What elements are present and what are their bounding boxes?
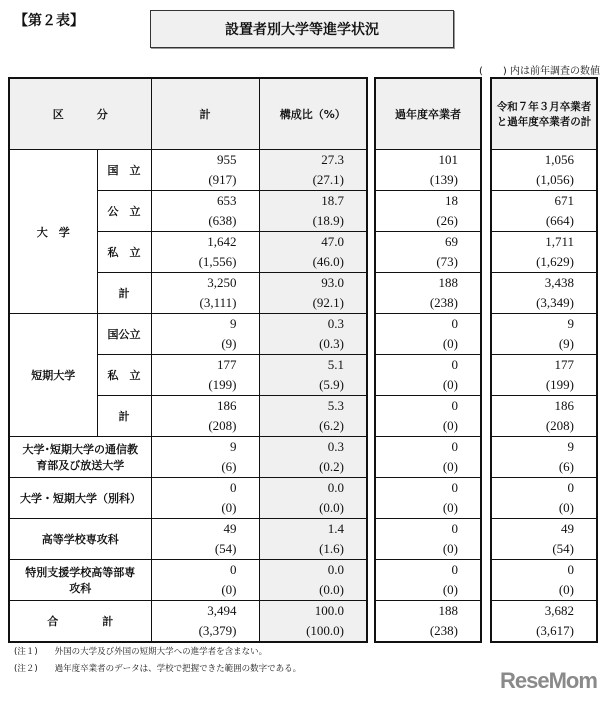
value-cell	[491, 232, 597, 273]
value-cell	[491, 314, 597, 355]
value-cell	[375, 396, 481, 437]
header-ratio: 構成比（%）	[259, 78, 367, 150]
current-value: 653	[217, 193, 237, 208]
past-graduates-table	[374, 77, 482, 643]
value-cell	[375, 560, 481, 601]
row-label: 大学・短期大学（別科）	[9, 478, 151, 519]
value-cell	[491, 150, 597, 191]
current-value: 18.7	[321, 193, 344, 208]
previous-value: (46.0)	[312, 254, 344, 269]
current-value: 5.3	[327, 398, 344, 413]
row-label: 大学･短期大学の通信教育部及び放送大学	[9, 437, 151, 478]
previous-value: (18.9)	[312, 213, 344, 228]
current-value: 27.3	[321, 152, 344, 167]
table-row	[375, 273, 481, 314]
previous-value: (27.1)	[312, 172, 344, 187]
current-value: 0	[230, 562, 237, 577]
value-cell	[375, 601, 481, 643]
current-value: 0	[451, 562, 458, 577]
previous-value: (238)	[429, 295, 458, 310]
current-value: 0	[451, 316, 458, 331]
table-row	[491, 314, 597, 355]
value-cell	[151, 232, 259, 273]
table-row	[491, 396, 597, 437]
combined-table	[490, 77, 598, 643]
value-cell	[259, 273, 367, 314]
previous-value: (0)	[442, 500, 458, 515]
current-value: 18	[445, 193, 458, 208]
current-value: 177	[217, 357, 237, 372]
value-cell	[259, 396, 367, 437]
value-cell	[491, 396, 597, 437]
current-value: 0.0	[327, 480, 344, 495]
sub-label: 公 立	[97, 191, 151, 232]
table-row	[375, 150, 481, 191]
previous-value: (0)	[221, 500, 237, 515]
previous-value: (664)	[545, 213, 574, 228]
current-value: 0	[451, 398, 458, 413]
current-value: 955	[217, 152, 237, 167]
current-value: 9	[567, 439, 574, 454]
current-value: 93.0	[321, 275, 344, 290]
row-label: 特別支援学校高等部専攻科	[9, 560, 151, 601]
sub-label: 計	[97, 273, 151, 314]
previous-value: (9)	[558, 336, 574, 351]
previous-value: (0.0)	[319, 582, 344, 597]
value-cell	[375, 273, 481, 314]
table-row	[375, 519, 481, 560]
value-cell	[375, 191, 481, 232]
previous-value: (0)	[442, 541, 458, 556]
previous-value: (0)	[442, 459, 458, 474]
value-cell	[375, 478, 481, 519]
table-row	[375, 355, 481, 396]
value-cell	[151, 191, 259, 232]
previous-value: (9)	[221, 336, 237, 351]
current-value: 186	[554, 398, 574, 413]
current-value: 0.0	[327, 562, 344, 577]
sub-label: 国 立	[97, 150, 151, 191]
value-cell	[491, 519, 597, 560]
table-row	[491, 273, 597, 314]
previous-value: (0)	[558, 582, 574, 597]
main-table	[8, 77, 368, 643]
value-cell	[259, 437, 367, 478]
previous-value: (54)	[552, 541, 574, 556]
group-label: 短期大学	[9, 314, 97, 437]
previous-value: (6)	[221, 459, 237, 474]
previous-value: (92.1)	[312, 295, 344, 310]
previous-value: (1.6)	[319, 541, 344, 556]
previous-value: (238)	[429, 623, 458, 638]
current-value: 3,494	[207, 603, 237, 618]
current-value: 0	[451, 439, 458, 454]
sub-label: 国公立	[97, 314, 151, 355]
previous-value: (3,111)	[199, 295, 237, 310]
previous-value: (0)	[442, 377, 458, 392]
value-cell	[259, 191, 367, 232]
table-row	[9, 150, 367, 191]
current-value: 1.4	[327, 521, 344, 536]
row-label: 合 計	[9, 601, 151, 643]
value-cell	[491, 191, 597, 232]
value-cell	[259, 232, 367, 273]
table-row	[375, 560, 481, 601]
table-row	[9, 437, 367, 478]
current-value: 3,682	[544, 603, 574, 618]
current-value: 69	[445, 234, 458, 249]
value-cell	[151, 478, 259, 519]
value-cell	[491, 355, 597, 396]
previous-value: (917)	[208, 172, 237, 187]
table-row	[491, 355, 597, 396]
table-row	[375, 191, 481, 232]
previous-value: (1,056)	[536, 172, 574, 187]
current-value: 0	[567, 562, 574, 577]
value-cell	[375, 150, 481, 191]
previous-value: (0.2)	[319, 459, 344, 474]
value-cell	[151, 273, 259, 314]
value-cell	[375, 437, 481, 478]
row-label: 高等学校専攻科	[9, 519, 151, 560]
current-value: 186	[217, 398, 237, 413]
current-value: 188	[438, 603, 458, 618]
current-value: 188	[438, 275, 458, 290]
value-cell	[375, 519, 481, 560]
current-value: 671	[554, 193, 574, 208]
table-number: 【第２表】	[14, 13, 84, 29]
group-label: 大 学	[9, 150, 97, 314]
value-cell	[151, 601, 259, 643]
table-row	[491, 150, 597, 191]
table-row	[375, 396, 481, 437]
table-row	[9, 601, 367, 643]
previous-value: (208)	[545, 418, 574, 433]
legend-note: ( ) 内は前年調査の数値	[479, 66, 600, 77]
previous-value: (199)	[545, 377, 574, 392]
value-cell	[259, 601, 367, 643]
table-row	[491, 232, 597, 273]
value-cell	[151, 150, 259, 191]
previous-value: (0)	[442, 336, 458, 351]
note-2: (注２) 過年度卒業者のデータは、学校で把握できた範囲の数字である。	[14, 664, 302, 674]
current-value: 0.3	[327, 316, 344, 331]
value-cell	[151, 560, 259, 601]
header-combined: 令和７年３月卒業者と過年度卒業者の計	[491, 78, 597, 150]
table-row	[375, 437, 481, 478]
page-title: 設置者別大学等進学状況	[150, 10, 454, 48]
current-value: 0	[567, 480, 574, 495]
table-row	[9, 314, 367, 355]
sub-label: 私 立	[97, 355, 151, 396]
table-row	[491, 601, 597, 643]
current-value: 0	[230, 480, 237, 495]
value-cell	[491, 478, 597, 519]
previous-value: (100.0)	[306, 623, 344, 638]
current-value: 9	[230, 316, 237, 331]
sub-label: 私 立	[97, 232, 151, 273]
previous-value: (1,556)	[198, 254, 237, 269]
previous-value: (208)	[208, 418, 237, 433]
value-cell	[259, 519, 367, 560]
previous-value: (0)	[558, 500, 574, 515]
table-row	[9, 560, 367, 601]
sub-label: 計	[97, 396, 151, 437]
current-value: 0.3	[327, 439, 344, 454]
value-cell	[491, 437, 597, 478]
note-1: (注１) 外国の大学及び外国の短期大学への進学者を含まない。	[14, 647, 268, 657]
current-value: 0	[451, 357, 458, 372]
current-value: 1,642	[207, 234, 237, 249]
value-cell	[259, 150, 367, 191]
current-value: 3,250	[207, 275, 237, 290]
header-category: 区 分	[9, 78, 151, 150]
current-value: 49	[223, 521, 237, 536]
table-row	[491, 478, 597, 519]
previous-value: (3,617)	[536, 623, 574, 638]
previous-value: (3,379)	[198, 623, 237, 638]
table-row	[9, 478, 367, 519]
previous-value: (1,629)	[536, 254, 574, 269]
current-value: 177	[554, 357, 574, 372]
previous-value: (0.3)	[319, 336, 344, 351]
previous-value: (6)	[558, 459, 574, 474]
current-value: 49	[561, 521, 574, 536]
current-value: 9	[567, 316, 574, 331]
table-row	[491, 191, 597, 232]
current-value: 0	[451, 521, 458, 536]
previous-value: (0.0)	[319, 500, 344, 515]
previous-value: (139)	[429, 172, 458, 187]
current-value: 1,056	[544, 152, 574, 167]
value-cell	[259, 314, 367, 355]
header-past: 過年度卒業者	[375, 78, 481, 150]
header-total: 計	[151, 78, 259, 150]
previous-value: (6.2)	[319, 418, 344, 433]
value-cell	[151, 396, 259, 437]
table-row	[491, 437, 597, 478]
value-cell	[151, 437, 259, 478]
previous-value: (638)	[208, 213, 237, 228]
value-cell	[151, 519, 259, 560]
value-cell	[259, 560, 367, 601]
previous-value: (26)	[436, 213, 458, 228]
table-row	[491, 519, 597, 560]
value-cell	[259, 478, 367, 519]
table-row	[375, 478, 481, 519]
current-value: 1,711	[545, 234, 574, 249]
value-cell	[151, 314, 259, 355]
current-value: 47.0	[321, 234, 344, 249]
current-value: 9	[230, 439, 237, 454]
current-value: 3,438	[544, 275, 574, 290]
previous-value: (0)	[442, 418, 458, 433]
previous-value: (3,349)	[536, 295, 574, 310]
current-value: 101	[438, 152, 458, 167]
value-cell	[151, 355, 259, 396]
current-value: 100.0	[314, 603, 344, 618]
value-cell	[375, 355, 481, 396]
value-cell	[491, 273, 597, 314]
value-cell	[491, 601, 597, 643]
previous-value: (0)	[221, 582, 237, 597]
previous-value: (54)	[214, 541, 237, 556]
resemom-logo: ReseMom	[500, 668, 597, 693]
table-row	[375, 601, 481, 643]
previous-value: (0)	[442, 582, 458, 597]
value-cell	[375, 232, 481, 273]
previous-value: (5.9)	[319, 377, 344, 392]
table-row	[491, 560, 597, 601]
value-cell	[259, 355, 367, 396]
current-value: 5.1	[327, 357, 344, 372]
previous-value: (73)	[436, 254, 458, 269]
value-cell	[491, 560, 597, 601]
previous-value: (199)	[208, 377, 237, 392]
value-cell	[375, 314, 481, 355]
current-value: 0	[451, 480, 458, 495]
table-row	[375, 314, 481, 355]
table-row	[9, 519, 367, 560]
table-row	[375, 232, 481, 273]
